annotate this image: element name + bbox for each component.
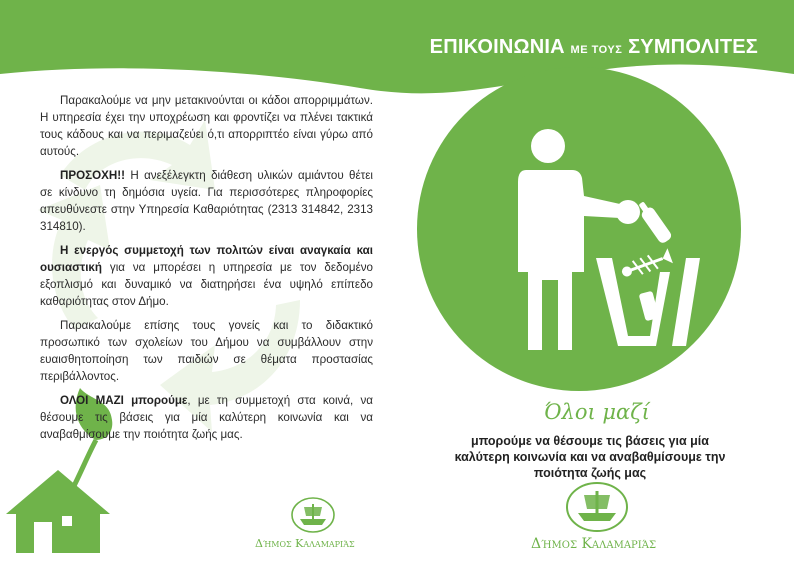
- header-title-part1: ΕΠΙΚΟΙΝΩΝΙΑ: [429, 36, 565, 58]
- slogan-script: Όλοι μαζί: [544, 400, 650, 424]
- paragraph-together: ΟΛΟΙ ΜΑΖΙ μπορούμε, με τη συμμετοχή στα κοινά, να θέσουμε τις βάσεις για μία καλύτερη κοινωνία και να αναβαθμίσουμε την ποιότητα ζωής μας.: [40, 394, 373, 441]
- header-title-small: ΜΕ ΤΟΥΣ: [570, 44, 623, 56]
- slogan-line: καλύτερη κοινωνία και να αναβαθμίσουμε την: [454, 450, 726, 464]
- paragraph-participation: Η ενεργός συμμετοχή των πολιτών είναι αναγκαία και ουσιαστική για να μπορέσει η υπηρεσία με τον δεδομένο εξοπλισμό και δυναμικό να διατηρήσει ένα υψηλό επίπεδο καθαριότητας στον Δήμο.: [40, 244, 373, 308]
- ship-emblem-icon: [567, 483, 627, 531]
- paragraph-parents: Παρακαλούμε επίσης τους γονείς και το διδακτικό προσωπικό των σχολείων του Δήμου να συμβάλλουν στην ευαισθητοποίηση των παιδιών σε θέματα προστασίας περιβάλλοντος.: [40, 319, 373, 383]
- slogan-text: [416, 433, 764, 481]
- ship-emblem-icon: [292, 498, 334, 532]
- slogan-line: μπορούμε να θέσουμε τις βάσεις για μία: [471, 434, 709, 448]
- paragraph-bins: Παρακαλούμε να μην μετακινούνται οι κάδοι απορριμμάτων. Η υπηρεσία έχει την υποχρέωση και φροντίζει να πλένει τακτικά τους κάδους και να περιμαζεύει ό,τι απορριπτέο είναι γύρω από αυτούς.: [40, 94, 373, 158]
- warning-label: ΠΡΟΣΟΧΗ!!: [60, 169, 125, 182]
- paragraph-asbestos: ΠΡΟΣΟΧΗ!! Η ανεξέλεγκτη διάθεση υλικών αμιάντου θέτει σε κίνδυνο τη δημόσια υγεία. Για περισσότερες πληροφορίες απευθύνεστε στην Υπηρεσία Καθαριότητας (2313 314842, 2313 314810).: [40, 169, 373, 233]
- together-emphasis: ΟΛΟΙ ΜΑΖΙ μπορούμε: [60, 394, 188, 407]
- body-text-column: [40, 92, 373, 450]
- slogan-line: ποιότητα ζωής μας: [533, 466, 647, 480]
- participation-emphasis: Η ενεργός συμμετοχή των πολιτών είναι αναγκαία και ουσιαστική: [40, 244, 373, 274]
- municipality-logo-label-large: Δήμος Καλαμαριάς: [531, 536, 657, 552]
- header-title: [430, 36, 758, 59]
- municipality-logo-label-small: Δήμος Καλαμαριάς: [255, 537, 355, 550]
- header-title-part2: ΣΥΜΠΟΛΙΤΕΣ: [628, 36, 758, 58]
